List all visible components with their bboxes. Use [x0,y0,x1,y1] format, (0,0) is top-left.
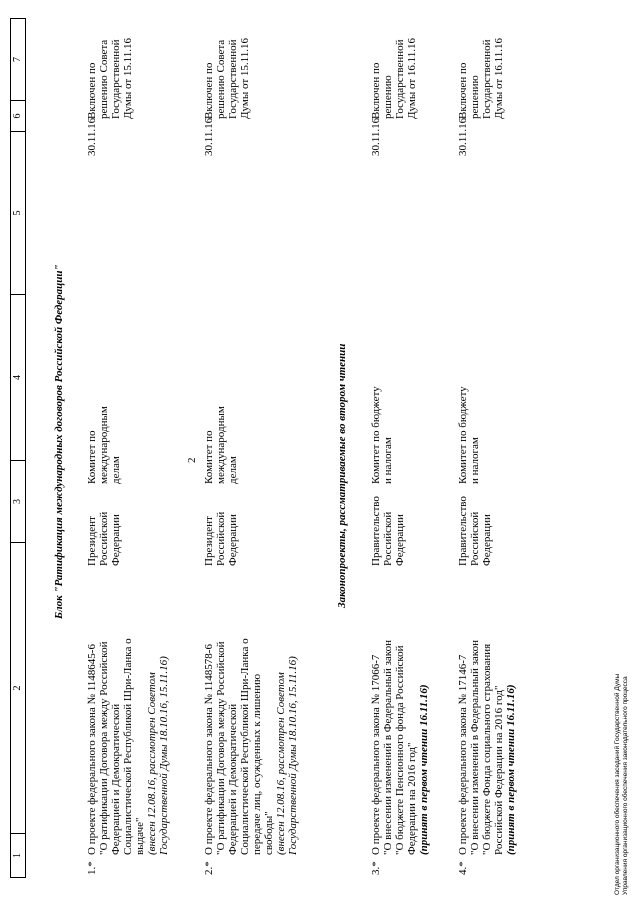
bill-description: О проекте федерального закона № 17066-7 "О внесении изменений в Федеральный закон "О бюджете Пенсионного фонда Российской Федерации на 2016 год" (принят в первом чтении 16.11.16) [370,640,430,855]
consideration-date: 30.11.16 [370,117,382,156]
footer-line: Отдел организационного обеспечения заседаний Государственной Думы [614,673,621,895]
inclusion-status: Включен по решению Совета Государственной Думы от 15.11.16 [203,38,251,119]
page-number: 2 [186,457,198,463]
legislative-subject: Президент Российской Федерации [203,511,239,566]
legislative-subject: Правительство Российской Федерации [370,496,406,566]
column-header: 4 [11,294,25,460]
column-header: 7 [12,57,23,62]
column-header: 3 [11,460,25,542]
bill-description: О проекте федерального закона № 1148645-6 "О ратификации Договора между Российской Федерацией и Демократической Социалистической Республикой Шри-Ланка о выдаче" (внесен 12.08.16, рассмотрен Советом Государственной Думы 18.10.16, 15.11.16) [86,638,170,855]
bill-description: О проекте федерального закона № 17146-7 "О внесении изменений в Федеральный закон "О бюджете Фонда социального страхования Российской Федерации на 2016 год" (принят в первом чтении 16.11.16) [457,640,517,855]
responsible-committee: Комитет по бюджету и налогам [370,386,394,484]
inclusion-status: Включен по решению Государственной Думы от 16.11.16 [457,38,505,119]
column-header: 2 [11,542,25,833]
inclusion-status: Включен по решению Государственной Думы от 16.11.16 [370,38,418,119]
legislative-subject: Президент Российской Федерации [86,511,122,566]
responsible-committee: Комитет по бюджету и налогам [457,386,481,484]
footer-line: Управления организационного обеспечения законодательного процесса [622,676,629,895]
row-number: 1.* [86,861,98,875]
row-number: 3.* [370,861,382,875]
row-number: 2.* [203,861,215,875]
column-header: 5 [11,131,25,294]
legislative-subject: Правительство Российской Федерации [457,496,493,566]
row-number: 4.* [457,861,469,875]
column-header-row [10,18,26,878]
responsible-committee: Комитет по международным делам [86,406,122,484]
section-title-second-reading: Законопроекты, рассматриваемые во втором чтении [336,343,348,608]
footer-department [614,674,630,895]
column-header: 6 [11,100,25,131]
consideration-date: 30.11.16 [86,117,98,156]
consideration-date: 30.11.16 [203,117,215,156]
section-title-ratification: Блок "Ратификация международных договоров Российской Федерации" [53,264,65,619]
responsible-committee: Комитет по международным делам [203,406,239,484]
bill-description: О проекте федерального закона № 1148578-6 "О ратификации Договора между Российской Федерацией и Демократической Социалистической Республикой Шри-Ланка о передаче лиц, осужденных к лишению свободы" (внесен 12.08.16, рассмотрен Советом Государственной Думы 18.10.16, 15.11.16) [203,638,299,855]
column-header: 1 [11,833,25,877]
consideration-date: 30.11.16 [457,117,469,156]
inclusion-status: Включен по решению Совета Государственной Думы от 15.11.16 [86,38,134,119]
